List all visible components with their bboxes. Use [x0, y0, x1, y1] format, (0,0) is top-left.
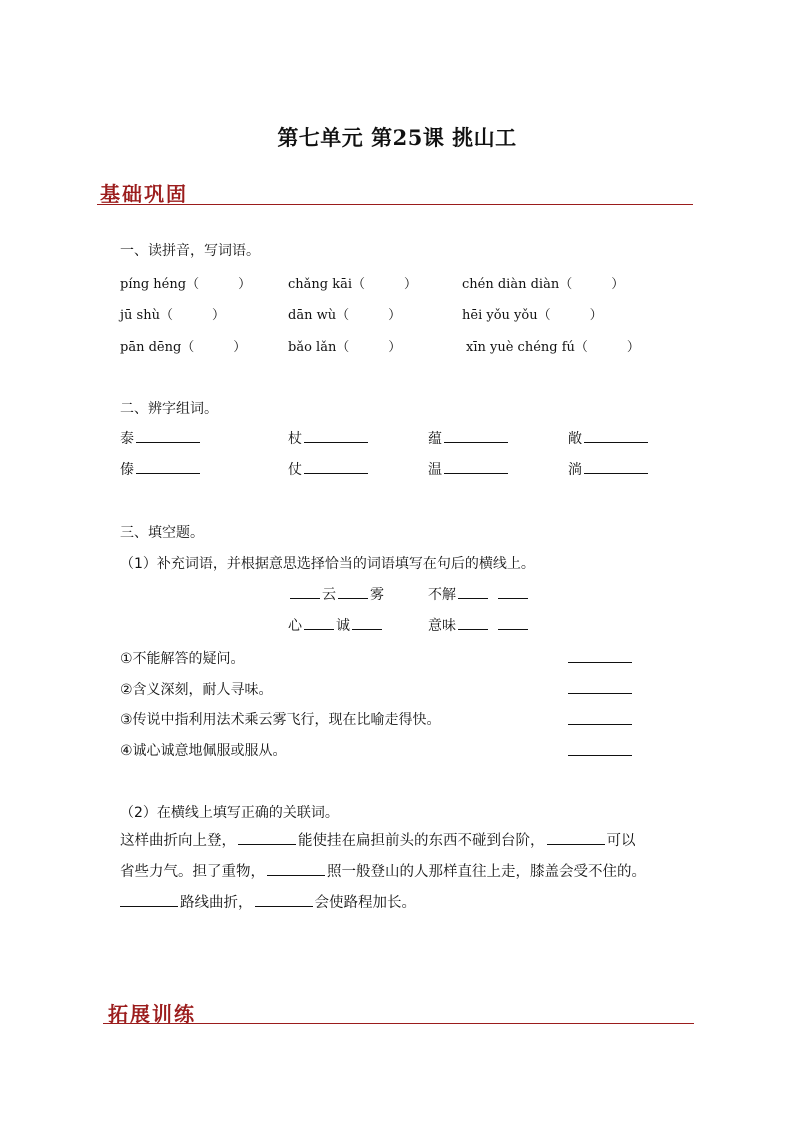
answer-blank[interactable] — [584, 459, 648, 474]
answer-blank[interactable] — [458, 615, 488, 630]
passage-text: 省些力气。担了重物， — [120, 864, 265, 880]
answer-blank[interactable] — [444, 428, 508, 443]
passage-text: 路线曲折， — [180, 895, 253, 911]
char: 蕴 — [428, 431, 442, 447]
question-1-heading: 一、读拼音，写词语。 — [120, 243, 260, 259]
phrase-char: 不解 — [428, 587, 456, 603]
phrase-char: 意味 — [428, 618, 456, 634]
phrase-char: 雾 — [370, 587, 384, 603]
meaning-item: ①不能解答的疑问。 — [120, 651, 245, 667]
answer-blank[interactable] — [267, 861, 325, 876]
char: 杖 — [288, 431, 302, 447]
pinyin-item: píng héng（ ） — [120, 277, 252, 292]
char-item — [568, 459, 650, 479]
phrase-fill — [288, 584, 384, 604]
meaning-item: ④诚心诚意地佩服或服从。 — [120, 743, 287, 759]
char: 仗 — [288, 462, 302, 478]
answer-blank[interactable] — [352, 615, 382, 630]
char-item — [428, 428, 510, 448]
sub-question-1: （1）补充词语，并根据意思选择恰当的词语填写在句后的横线上。 — [120, 556, 535, 572]
char-item — [288, 428, 370, 448]
phrase-fill — [288, 615, 384, 635]
char: 泰 — [120, 431, 134, 447]
pinyin-item: bǎo lǎn（ ） — [288, 340, 402, 355]
question-2-heading: 二、辨字组词。 — [120, 401, 218, 417]
section-rule — [97, 204, 693, 205]
pinyin-item: xīn yuè chéng fú（ ） — [466, 340, 640, 355]
phrase-fill — [428, 584, 530, 604]
answer-blank[interactable] — [304, 615, 334, 630]
passage-line — [120, 857, 646, 887]
char-item — [120, 428, 202, 448]
answer-blank[interactable] — [238, 830, 296, 845]
char: 傣 — [120, 462, 134, 478]
passage-text: 这样曲折向上登， — [120, 833, 236, 849]
char-item — [288, 459, 370, 479]
answer-blank[interactable] — [255, 892, 313, 907]
answer-blank[interactable] — [338, 584, 368, 599]
phrase-char: 诚 — [336, 618, 350, 634]
question-3-heading: 三、填空题。 — [120, 525, 204, 541]
char: 温 — [428, 462, 442, 478]
char-item — [568, 428, 650, 448]
passage-text: 照一般登山的人那样直往上走，膝盖会受不住的。 — [327, 864, 646, 880]
answer-blank[interactable] — [120, 892, 178, 907]
section-rule — [103, 1023, 694, 1024]
answer-blank[interactable] — [568, 724, 632, 725]
answer-blank[interactable] — [290, 584, 320, 599]
answer-blank[interactable] — [584, 428, 648, 443]
pinyin-item: jū shù（ ） — [120, 308, 225, 323]
phrase-char: 云 — [322, 587, 336, 603]
pinyin-item: hēi yǒu yǒu（ ） — [462, 308, 603, 323]
section-heading-extension: 拓展训练 — [108, 1002, 196, 1026]
passage-line — [120, 826, 636, 856]
passage-text: 会使路程加长。 — [314, 895, 416, 911]
passage-line — [120, 888, 416, 918]
passage-text: 可以 — [606, 833, 636, 849]
answer-blank[interactable] — [498, 615, 528, 630]
answer-blank[interactable] — [304, 428, 368, 443]
pinyin-item: chǎng kāi（ ） — [288, 277, 418, 292]
answer-blank[interactable] — [458, 584, 488, 599]
phrase-fill — [428, 615, 530, 635]
answer-blank[interactable] — [568, 755, 632, 756]
pinyin-item: pān dēng（ ） — [120, 340, 247, 355]
pinyin-item: chén diàn diàn（ ） — [462, 277, 625, 292]
phrase-char: 心 — [288, 618, 302, 634]
answer-blank[interactable] — [547, 830, 605, 845]
answer-blank[interactable] — [444, 459, 508, 474]
passage-text: 能使挂在扁担前头的东西不碰到台阶， — [298, 833, 545, 849]
char-item — [428, 459, 510, 479]
char-item — [120, 459, 202, 479]
answer-blank[interactable] — [304, 459, 368, 474]
answer-blank[interactable] — [136, 428, 200, 443]
pinyin-item: dān wù（ ） — [288, 308, 402, 323]
answer-blank[interactable] — [568, 693, 632, 694]
char: 淌 — [568, 462, 582, 478]
section-heading-basic: 基础巩固 — [100, 182, 188, 206]
char: 敞 — [568, 431, 582, 447]
answer-blank[interactable] — [568, 662, 632, 663]
answer-blank[interactable] — [498, 584, 528, 599]
meaning-item: ②含义深刻，耐人寻味。 — [120, 682, 273, 698]
sub-question-2: （2）在横线上填写正确的关联词。 — [120, 805, 339, 821]
meaning-item: ③传说中指利用法术乘云雾飞行，现在比喻走得快。 — [120, 712, 441, 728]
answer-blank[interactable] — [136, 459, 200, 474]
page-title: 第七单元 第25课 挑山工 — [277, 125, 517, 150]
